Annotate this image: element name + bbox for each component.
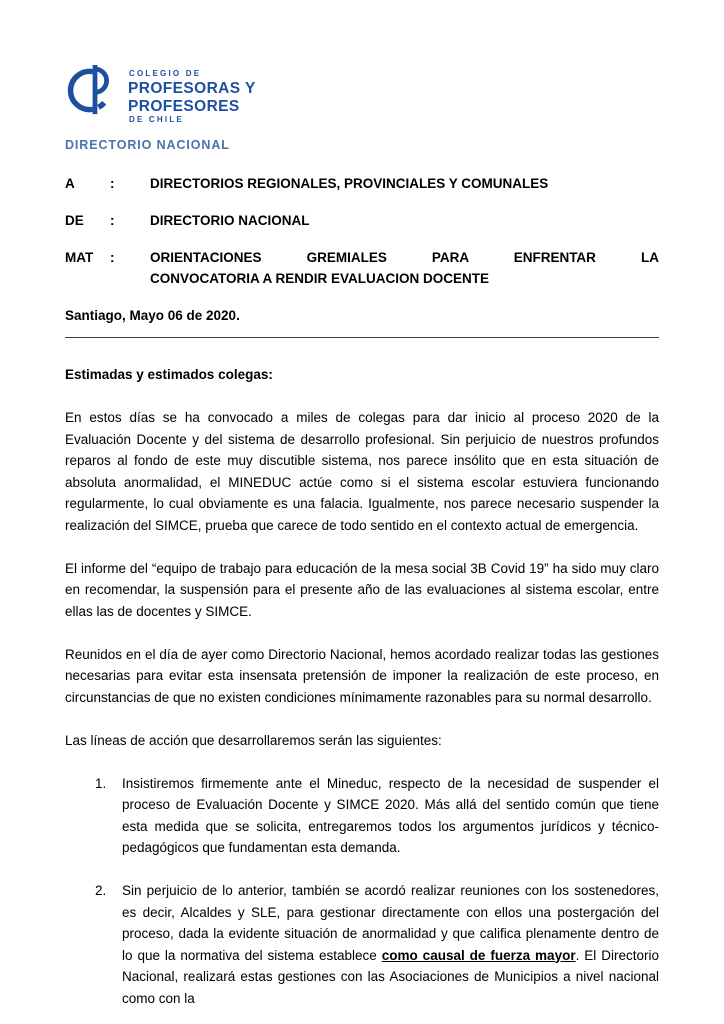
logo-line-de-chile: DE CHILE xyxy=(129,115,184,124)
memo-subject-label: MAT xyxy=(65,250,94,265)
logo-line-colegio-de: COLEGIO DE xyxy=(129,69,202,78)
list-item-2-pre: Sin perjuicio de lo anterior, también se acordó realizar reuniones con los sostenedores, es decir, Alcaldes y SLE, para gestionar directamente con ellos una postergación del proceso, dada la evidente situación de anormalidad y que califica plenamente dentro de lo que la normativa del sistema establece xyxy=(122,883,659,963)
memo-from-colon: : xyxy=(110,213,115,228)
logo xyxy=(65,62,659,127)
list-item-2-number: 2. xyxy=(95,883,107,898)
paragraph-2: El informe del “equipo de trabajo para educación de la mesa social 3B Covid 19” ha sido muy claro en recomendar, la suspensión para el presente año de las evaluaciones al sistema escolar, entre ellas las de docentes y SIMCE. xyxy=(65,560,659,619)
memo-subject-line1: ORIENTACIONES GREMIALES PARA ENFRENTAR LA xyxy=(150,250,659,265)
memo-to-value: DIRECTORIOS REGIONALES, PROVINCIALES Y COMUNALES xyxy=(150,176,549,191)
list-item-1-text: Insistiremos firmemente ante el Mineduc, respecto de la necesidad de suspender el proceso de Evaluación Docente y SIMCE 2020. Más allá del sentido común que tiene esta medida que se solicita, entregaremos todos los argumentos jurídicos y técnico-pedagógicos que fundamentan esta demanda. xyxy=(122,775,659,855)
action-list xyxy=(65,773,659,1010)
memo-header xyxy=(65,173,659,289)
memo-row-subject xyxy=(65,247,659,289)
logo-line-profesores: PROFESORES xyxy=(128,97,240,115)
division-title: DIRECTORIO NACIONAL xyxy=(65,138,230,152)
list-item-1 xyxy=(95,773,659,859)
letter-body xyxy=(65,364,659,1009)
memo-row-to xyxy=(65,173,659,194)
memo-subject-value xyxy=(150,247,659,289)
list-item-2 xyxy=(95,880,659,1009)
list-item-2-post: . El Directorio Nacional, realizará estas gestiones con las Asociaciones de Municipios a nivel nacional como con la xyxy=(122,947,659,1006)
date-line: Santiago, Mayo 06 de 2020. xyxy=(65,308,240,323)
paragraph-3: Reunidos en el día de ayer como Directorio Nacional, hemos acordado realizar todas las gestiones necesarias para evitar esta insensata pretensión de imponer la realización de este proceso, en circunstancias de que no existen condiciones mínimamente razonables para su normal desarrollo. xyxy=(65,646,659,705)
memo-subject-line2: CONVOCATORIA A RENDIR EVALUACION DOCENTE xyxy=(150,271,490,286)
memo-from-value: DIRECTORIO NACIONAL xyxy=(150,213,310,228)
paragraph-1: En estos días se ha convocado a miles de colegas para dar inicio al proceso 2020 de la Evaluación Docente y del sistema de desarrollo profesional. Sin perjuicio de nuestros profundos reparos al fondo de este muy discutible sistema, nos parece insólito que en esta situación de absoluta anormalidad, el MINEDUC actúe como si el sistema escolar estuviera funcionando regularmente, lo cual obviamente es una falacia. Igualmente, nos parece necesario suspender la realización del SIMCE, prueba que carece de todo sentido en el contexto actual de emergencia. xyxy=(65,410,659,533)
logo-wordmark xyxy=(128,62,256,127)
list-item-1-number: 1. xyxy=(95,775,107,791)
memo-to-colon: : xyxy=(110,176,115,191)
paragraph-list-intro: Las líneas de acción que desarrollaremos serán las siguientes: xyxy=(65,732,442,748)
divider-line xyxy=(65,337,659,338)
memo-row-from xyxy=(65,210,659,231)
memo-to-label: A xyxy=(65,176,75,191)
memo-subject-colon: : xyxy=(110,250,115,265)
cp-monogram-icon xyxy=(65,62,115,118)
logo-line-profesoras: PROFESORAS Y xyxy=(128,80,256,97)
list-item-2-text xyxy=(122,880,659,1009)
list-item-2-emphasis: como causal de fuerza mayor xyxy=(381,947,576,963)
memo-from-label: DE xyxy=(65,213,84,228)
salutation: Estimadas y estimados colegas: xyxy=(65,367,273,382)
letterhead xyxy=(65,62,659,152)
